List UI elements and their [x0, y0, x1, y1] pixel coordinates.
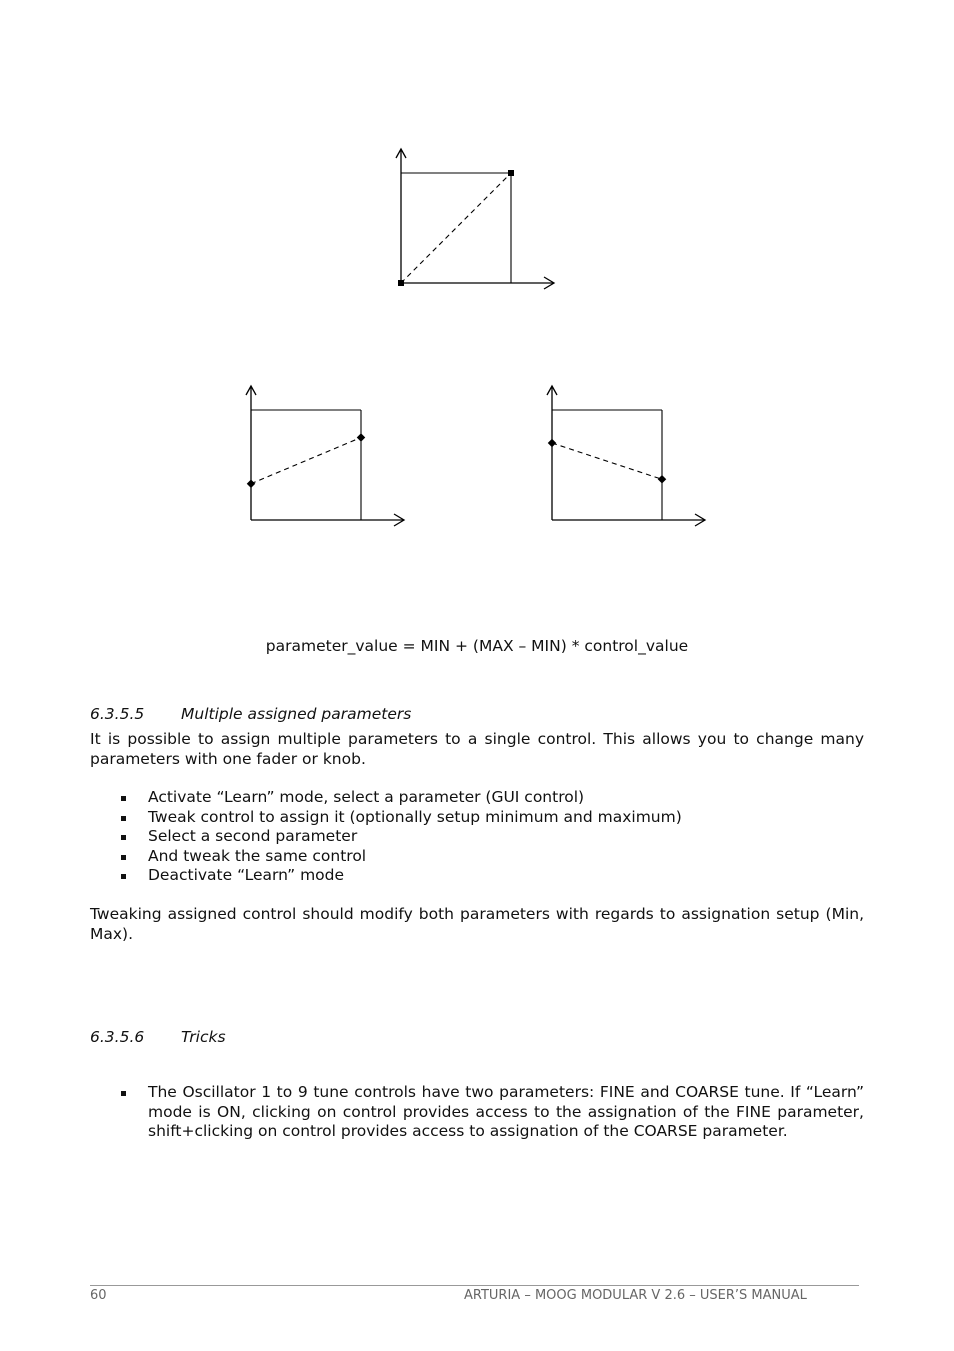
min-point [247, 479, 255, 487]
intro-paragraph: It is possible to assign multiple parameters to a single control. This allows you to change many parameters with one fader or knob. [90, 730, 864, 768]
max-point [658, 475, 666, 483]
steps-list [119, 788, 864, 886]
list-item: Activate “Learn” mode, select a parameter (GUI control) [119, 788, 864, 808]
max-point [357, 433, 365, 441]
footer-divider [90, 1285, 859, 1286]
footer-title: ARTURIA – MOOG MODULAR V 2.6 – USER’S MANUAL [464, 1288, 807, 1303]
section-title: Tricks [181, 1028, 226, 1046]
outro-paragraph: Tweaking assigned control should modify both parameters with regards to assignation setup (Min, Max). [90, 905, 864, 943]
bullet-icon [121, 874, 126, 879]
min-point [548, 439, 556, 447]
page-number: 60 [90, 1288, 107, 1303]
list-item: And tweak the same control [119, 847, 864, 867]
mapping-line [552, 443, 662, 479]
figure-rising-range [246, 386, 404, 526]
section-title: Multiple assigned parameters [181, 705, 412, 723]
bullet-icon [121, 835, 126, 840]
mapping-figures [0, 0, 954, 600]
section-heading-tricks [90, 1028, 226, 1046]
bullet-icon [121, 1091, 126, 1096]
tricks-list [119, 1083, 864, 1142]
bullet-icon [121, 855, 126, 860]
section-heading-multiple [90, 705, 411, 723]
min-point [398, 280, 404, 286]
mapping-formula: parameter_value = MIN + (MAX – MIN) * control_value [265, 637, 689, 655]
mapping-line [251, 438, 361, 484]
list-item: Select a second parameter [119, 827, 864, 847]
section-number: 6.3.5.6 [90, 1028, 145, 1046]
figure-falling-range [547, 386, 705, 526]
list-item: Deactivate “Learn” mode [119, 866, 864, 886]
bullet-icon [121, 796, 126, 801]
max-point [508, 170, 514, 176]
list-item: Tweak control to assign it (optionally setup minimum and maximum) [119, 808, 864, 828]
mapping-line [401, 173, 511, 283]
section-number: 6.3.5.5 [90, 705, 145, 723]
figure-full-range [396, 149, 554, 289]
list-item: The Oscillator 1 to 9 tune controls have two parameters: FINE and COARSE tune. If “Learn” mode is ON, clicking on control provides access to the assignation of the FINE parameter, shift+clicking on control provides access to assignation of the COARSE parameter. [119, 1083, 864, 1142]
bullet-icon [121, 816, 126, 821]
